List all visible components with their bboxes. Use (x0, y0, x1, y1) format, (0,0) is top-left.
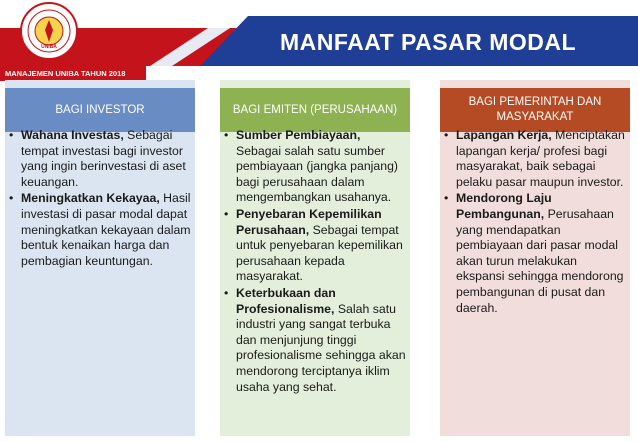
list-item: • Wahana Investas, Sebagai tempat investasi bagi investor yang ingin berinvestasi di aset keuangan. (9, 128, 186, 189)
emiten-list (220, 128, 410, 396)
list-item: • Meningkatkan Kekayaa, Hasil investasi di pasar modal dapat meningkatkan kekayaan dalam bentuk kenaikan harga dan pembagian keuntungan. (9, 191, 191, 268)
university-seal-icon (19, 1, 79, 61)
bullet-icon: • (9, 191, 14, 206)
investor-list (5, 128, 195, 270)
column-emiten (220, 80, 410, 436)
header-subtitle: MANAJEMEN UNIBA TAHUN 2018 (0, 66, 146, 81)
bullet-icon: • (224, 206, 229, 221)
page-title: MANFAAT PASAR MODAL (279, 28, 577, 55)
list-item: • Sumber Pembiayaan, Sebagai salah satu sumber pembiayaan (jangka panjang) bagi perusahaan dalam mengembangkan usahanya. (224, 128, 399, 205)
column-investor-title: BAGI INVESTOR (5, 88, 195, 132)
list-item: • Penyebaran Kepemilikan Perusahaan, Sebagai tempat untuk penyebaran kepemilikan perusahaan kepada masyarakat. (224, 206, 403, 284)
header-banner (0, 0, 638, 66)
bullet-icon: • (9, 128, 14, 142)
column-pemerintah-title: BAGI PEMERINTAH DAN MASYARAKAT (440, 88, 630, 132)
column-investor (5, 80, 195, 436)
logo-text: UNIBA (41, 44, 57, 50)
list-item: • Keterbukaan dan Profesionalisme, Salah satu industri yang sangat terbuka dan menjunjung tinggi profesionalisme sehingga akan mendorong terciptanya iklim usaha yang sehat. (224, 285, 406, 394)
pemerintah-list (440, 128, 630, 317)
column-pemerintah (440, 80, 630, 436)
list-item: • Lapangan Kerja, Menciptakan lapangan kerja/ profesi bagi masyarakat, baik sebagai pelaku pasar maupun investor. (444, 128, 625, 189)
list-item: • Mendorong Laju Pembangunan, Perusahaan yang mendapatkan pembiayaan dari pasar modal akan turun melakukan ekspansi sehingga mendorong pembangunan di pusat dan daerah. (444, 191, 624, 315)
column-emiten-title: BAGI EMITEN (PERUSAHAAN) (220, 88, 410, 132)
bullet-icon: • (224, 128, 229, 142)
bullet-icon: • (224, 285, 229, 300)
bullet-icon: • (444, 128, 449, 142)
bullet-icon: • (444, 191, 449, 206)
